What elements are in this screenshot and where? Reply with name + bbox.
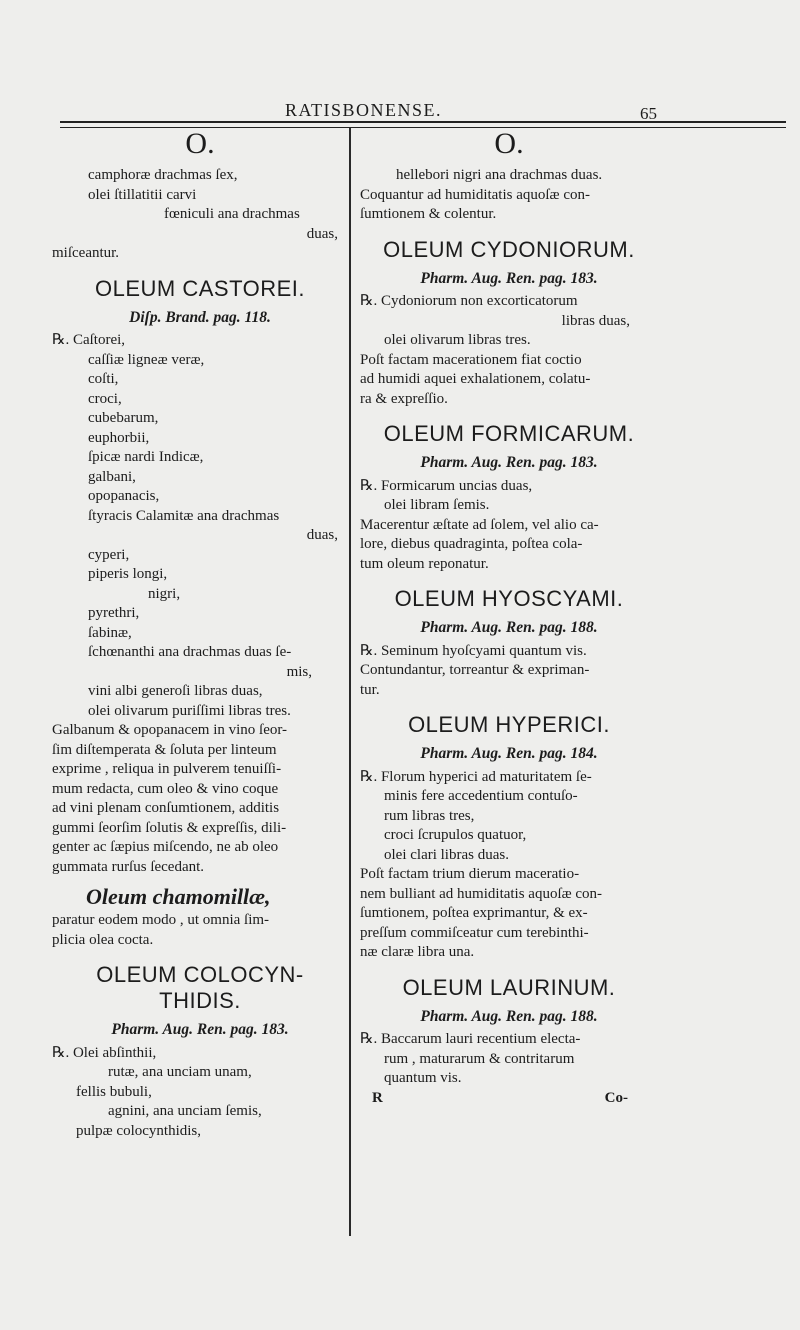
text-line: Poſt factam trium dierum maceratio- bbox=[360, 866, 580, 882]
text-line: ℞. Cydoniorum non excorticatorum bbox=[360, 293, 578, 309]
recipe-source: Pharm. Aug. Ren. pag. 188. bbox=[420, 1007, 598, 1025]
text-line: nem bulliant ad humiditatis aquoſæ con- bbox=[360, 885, 603, 902]
text-line: ra & expreſſio. bbox=[360, 390, 448, 407]
text-line: ad vini plenam conſumtionem, additis bbox=[52, 800, 280, 816]
text-line: ſchœnanthi ana drachmas duas ſe- bbox=[88, 644, 292, 660]
text-line: tur. bbox=[360, 681, 380, 698]
text-line: vini albi generoſi libras duas, bbox=[88, 683, 263, 699]
text-line: gummi ſeorſim ſolutis & expreſſis, dili- bbox=[52, 819, 287, 836]
text-line: næ claræ libra una. bbox=[360, 944, 475, 960]
text-line: fœniculi ana drachmas bbox=[164, 206, 300, 222]
text-line: tum oleum reponatur. bbox=[360, 555, 489, 572]
recipe-source: Pharm. Aug. Ren. pag. 183. bbox=[111, 1021, 289, 1038]
text-line: croci ſcrupulos quatuor, bbox=[384, 827, 527, 843]
signature-mark: R bbox=[372, 1089, 383, 1106]
text-line: rum , maturarum & contritarum bbox=[384, 1050, 575, 1067]
text-line: ſpicæ nardi Indicæ, bbox=[88, 449, 204, 465]
text-line: ſumtionem & colentur. bbox=[360, 206, 497, 222]
text-line: ℞. Baccarum lauri recentium electa- bbox=[360, 1031, 581, 1047]
text-line: duas, bbox=[306, 225, 338, 242]
recipe-title: OLEUM HYOSCYAMI. bbox=[394, 586, 624, 611]
text-line: miſceantur. bbox=[52, 245, 120, 261]
text-line: ℞. Formicarum uncias duas, bbox=[360, 477, 533, 494]
recipe-title: OLEUM CYDONIORUM. bbox=[383, 236, 635, 262]
text-line: euphorbii, bbox=[88, 429, 150, 446]
text-line: olei olivarum libras tres. bbox=[384, 332, 531, 348]
text-line: cubebarum, bbox=[88, 410, 159, 426]
text-line: ℞. Caſtorei, bbox=[52, 332, 126, 348]
text-line: ℞. Seminum hyoſcyami quantum vis. bbox=[360, 642, 587, 659]
recipe-source: Pharm. Aug. Ren. pag. 184. bbox=[420, 745, 598, 762]
recipe-source: Diſp. Brand. pag. 118. bbox=[129, 308, 271, 326]
text-line: coſti, bbox=[88, 371, 119, 387]
text-line: Contundantur, torreantur & expriman- bbox=[360, 662, 590, 678]
recipe-source: Pharm. Aug. Ren. pag. 183. bbox=[420, 454, 598, 471]
text-line: ſim diſtemperata & ſoluta per linteum bbox=[52, 741, 277, 758]
text-line: galbani, bbox=[88, 468, 136, 485]
text-line: Coquantur ad humiditatis aquoſæ con- bbox=[360, 186, 590, 203]
text-line: caſſiæ ligneæ veræ, bbox=[88, 351, 205, 368]
text-line: lore, diebus quadraginta, poſtea cola- bbox=[360, 536, 583, 552]
page-number: 65 bbox=[640, 104, 657, 123]
text-line: hellebori nigri ana drachmas duas. bbox=[396, 167, 603, 183]
text-line: genter ac ſæpius miſcendo, ne ab oleo bbox=[52, 839, 279, 855]
text-line: opopanacis, bbox=[88, 488, 160, 504]
text-line: camphoræ drachmas ſex, bbox=[88, 167, 238, 183]
recipe-title: OLEUM LAURINUM. bbox=[402, 974, 616, 1000]
recipe-title: OLEUM HYPERICI. bbox=[408, 712, 610, 737]
recipe-source: Pharm. Aug. Ren. pag. 188. bbox=[420, 619, 598, 636]
text-line: ℞. Olei abſinthii, bbox=[52, 1044, 157, 1061]
text-line: cyperi, bbox=[88, 546, 130, 563]
text-line: Poſt factam macerationem fiat coctio bbox=[360, 351, 582, 368]
recipe-source: Pharm. Aug. Ren. pag. 183. bbox=[420, 269, 598, 287]
text-line: Macerentur æſtate ad ſolem, vel alio ca- bbox=[360, 516, 599, 533]
text-line: piperis longi, bbox=[88, 566, 168, 582]
left-column bbox=[52, 126, 348, 1141]
right-column bbox=[360, 126, 658, 1108]
recipe-title: THIDIS. bbox=[159, 988, 241, 1013]
text-line: minis fere accedentium contuſo- bbox=[384, 788, 578, 804]
recipe-title: OLEUM CASTOREI. bbox=[94, 275, 306, 301]
page-footer bbox=[360, 1089, 658, 1109]
text-line: croci, bbox=[88, 390, 122, 407]
text-line: plicia olea cocta. bbox=[52, 931, 154, 948]
text-line: Galbanum & opopanacem in vino ſeor- bbox=[52, 722, 288, 738]
text-line: olei clari libras duas. bbox=[384, 846, 509, 863]
text-line: ſumtionem, poſtea exprimantur, & ex- bbox=[360, 905, 588, 921]
text-line: rutæ, ana unciam unam, bbox=[108, 1064, 252, 1080]
text-line: olei ſtillatitii carvi bbox=[88, 186, 197, 203]
text-line: ℞. Florum hyperici ad maturitatem ſe- bbox=[360, 768, 592, 785]
recipe-title: OLEUM COLOCYN- bbox=[96, 962, 304, 987]
text-line: ſtyracis Calamitæ ana drachmas bbox=[88, 507, 280, 524]
text-line: olei olivarum puriſſimi libras tres. bbox=[88, 702, 291, 719]
text-line: pyrethri, bbox=[88, 605, 140, 621]
running-title: RATISBONENSE. bbox=[285, 100, 443, 120]
text-line: exprime , reliqua in pulverem tenuiſſi- bbox=[52, 761, 282, 777]
column-divider bbox=[349, 128, 351, 1236]
text-line: olei libram ſemis. bbox=[384, 497, 490, 513]
section-letter: O. bbox=[494, 127, 524, 160]
text-line: ad humidi aquei exhalationem, colatu- bbox=[360, 371, 591, 387]
text-line: agnini, ana unciam ſemis, bbox=[108, 1103, 262, 1119]
text-line: preſſum commiſceatur cum terebinthi- bbox=[360, 924, 589, 941]
text-line: pulpæ colocynthidis, bbox=[76, 1122, 201, 1139]
recipe-title: Oleum chamomillæ, bbox=[86, 884, 271, 909]
text-line: fellis bubuli, bbox=[76, 1083, 152, 1100]
text-line: rum libras tres, bbox=[384, 807, 475, 824]
recipe-title: OLEUM FORMICARUM. bbox=[383, 421, 635, 446]
text-line: duas, bbox=[306, 527, 338, 543]
text-line: gummata rurſus ſecedant. bbox=[52, 858, 205, 875]
text-line: quantum vis. bbox=[384, 1070, 462, 1086]
text-line: mis, bbox=[286, 663, 312, 680]
text-line: libras duas, bbox=[561, 312, 630, 329]
catchword: Co- bbox=[604, 1089, 628, 1106]
text-line: nigri, bbox=[148, 585, 181, 602]
text-line: mum redacta, cum oleo & vino coque bbox=[52, 780, 279, 797]
text-line: paratur eodem modo , ut omnia ſim- bbox=[52, 912, 270, 928]
section-letter: O. bbox=[185, 127, 215, 160]
text-line: ſabinæ, bbox=[88, 624, 132, 641]
